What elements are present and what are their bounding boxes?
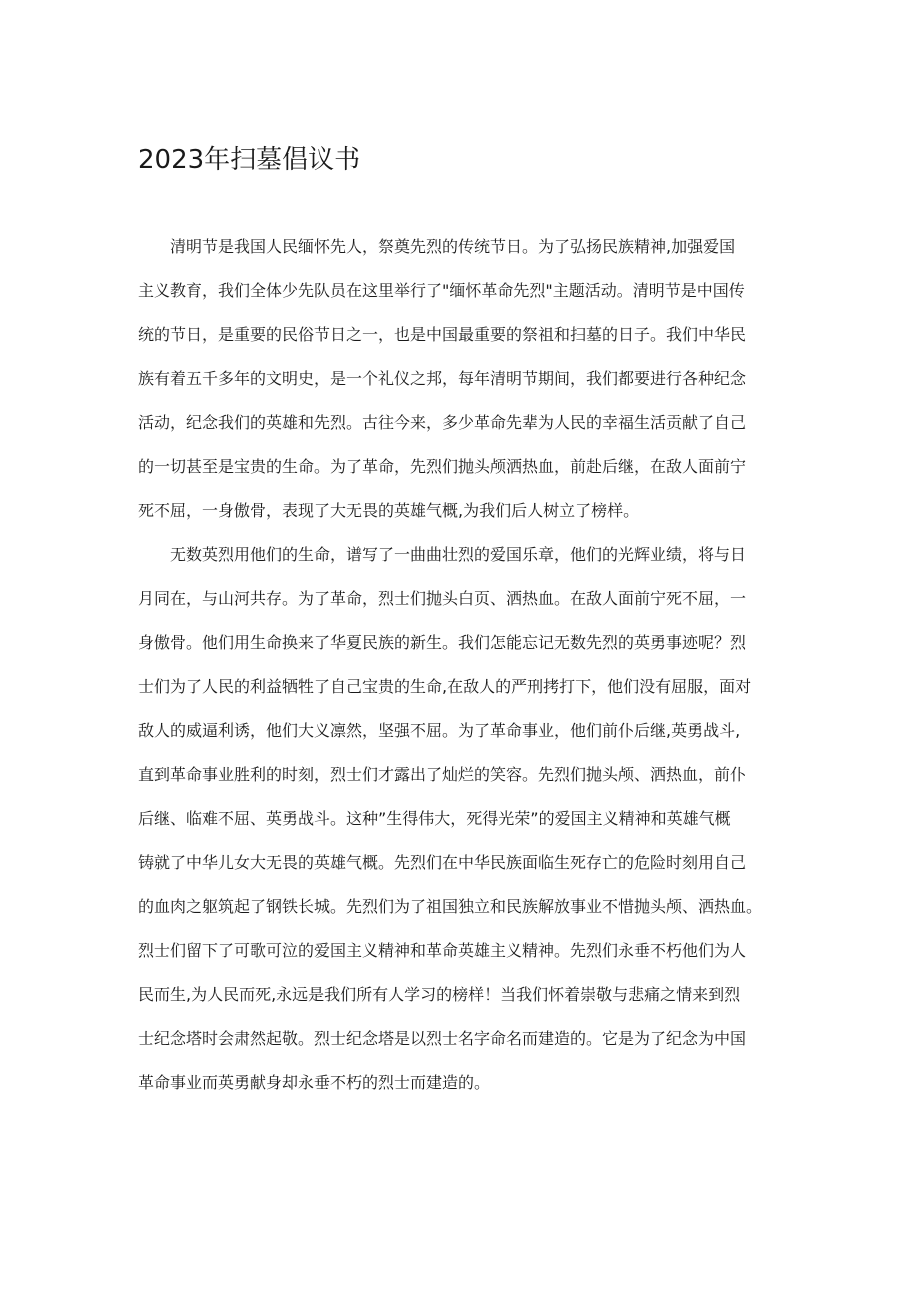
text-line: 月同在，与山河共存。为了革命，烈士们抛头白页、洒热血。在敌人面前宁死不屈，一 — [138, 589, 747, 608]
text-line: 主义教育，我们全体少先队员在这里举行了"缅怀革命先烈"主题活动。清明节是中国传 — [138, 281, 745, 300]
text-line: 后继、临难不屈、英勇战斗。这种”生得伟大，死得光荣”的爱国主义精神和英雄气概 — [138, 809, 731, 828]
text-line: 士们为了人民的利益牺牲了自己宝贵的生命,在敌人的严刑拷打下，他们没有屈服，面对 — [138, 677, 752, 696]
text-line: 的血肉之躯筑起了钢铁长城。先烈们为了祖国独立和民族解放事业不惜抛头颅、洒热血。 — [138, 897, 763, 916]
text-line: 死不屈，一身傲骨，表现了大无畏的英雄气概,为我们后人树立了榜样。 — [138, 501, 640, 520]
text-line: 身傲骨。他们用生命换来了华夏民族的新生。我们怎能忘记无数先烈的英勇事迹呢？烈 — [138, 633, 747, 652]
text-line: 无数英烈用他们的生命，谱写了一曲曲壮烈的爱国乐章，他们的光辉业绩，将与日 — [138, 545, 747, 564]
text-line: 统的节日，是重要的民俗节日之一，也是中国最重要的祭祖和扫墓的日子。我们中华民 — [138, 325, 747, 344]
text-line: 民而生,为人民而死,永远是我们所有人学习的榜样！当我们怀着崇敬与悲痛之情来到烈 — [138, 985, 741, 1004]
text-line: 革命事业而英勇献身却永垂不朽的烈士而建造的。 — [138, 1073, 491, 1092]
document-title: 2023年扫墓倡议书 — [138, 145, 361, 175]
text-line: 士纪念塔时会肃然起敬。烈士纪念塔是以烈士名字命名而建造的。它是为了纪念为中国 — [138, 1029, 747, 1048]
text-line: 的一切甚至是宝贵的生命。为了革命，先烈们抛头颅洒热血，前赴后继，在敌人面前宁 — [138, 457, 747, 476]
text-line: 清明节是我国人民缅怀先人，祭奠先烈的传统节日。为了弘扬民族精神,加强爱国 — [138, 237, 736, 256]
text-line: 铸就了中华儿女大无畏的英雄气概。先烈们在中华民族面临生死存亡的危险时刻用自己 — [138, 853, 747, 872]
text-line: 活动，纪念我们的英雄和先烈。古往今来，多少革命先辈为人民的幸福生活贡献了自己 — [138, 413, 747, 432]
text-line: 直到革命事业胜利的时刻，烈士们才露出了灿烂的笑容。先烈们抛头颅、洒热血，前仆 — [138, 765, 747, 784]
text-line: 敌人的威逼利诱，他们大义凛然，坚强不屈。为了革命事业，他们前仆后继,英勇战斗, — [138, 721, 741, 740]
text-line: 烈士们留下了可歌可泣的爱国主义精神和革命英雄主义精神。先烈们永垂不朽他们为人 — [138, 941, 747, 960]
text-line: 族有着五千多年的文明史，是一个礼仪之邦，每年清明节期间，我们都要进行各种纪念 — [138, 369, 747, 388]
